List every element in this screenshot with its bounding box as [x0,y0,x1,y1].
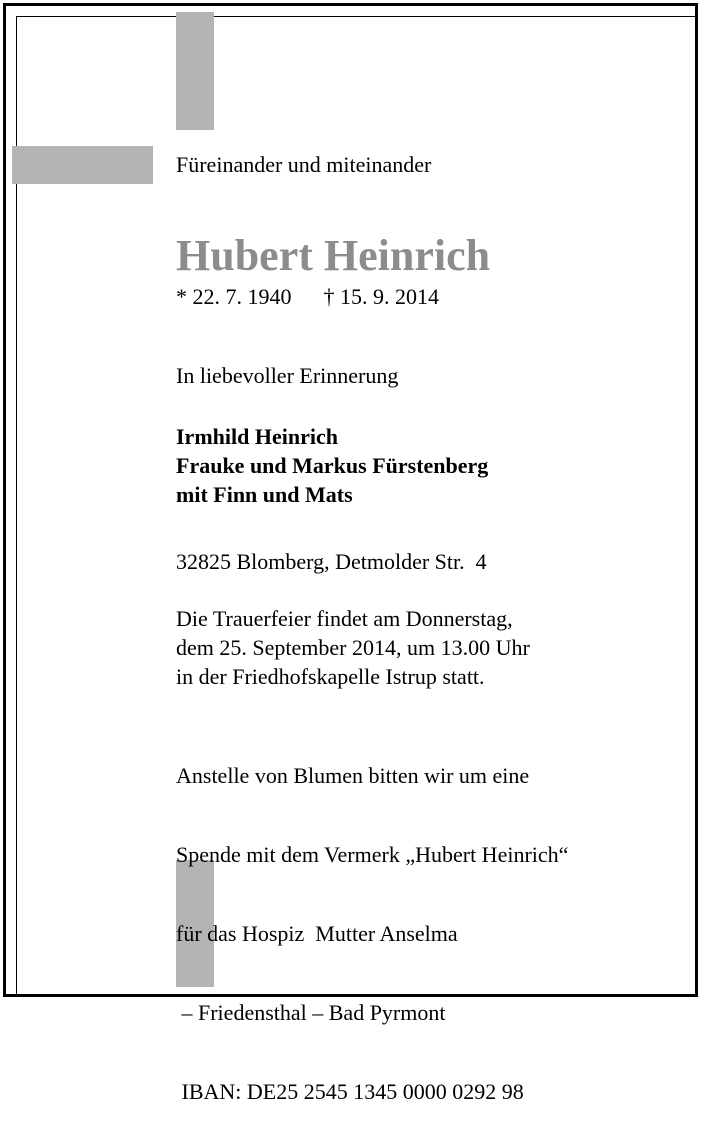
address: 32825 Blomberg, Detmolder Str. 4 [176,549,487,574]
cross-top-bar [176,12,214,130]
donation-notice [176,711,568,1131]
donation-line: Spende mit dem Vermerk „Hubert Heinrich“ [176,842,569,867]
life-dates [176,284,439,309]
family-line: Frauke und Markus Fürstenberg [176,453,489,478]
iban-line: IBAN: DE25 2545 1345 0000 0292 98 [176,1079,524,1104]
memory-line: In liebevoller Erinnerung [176,363,399,388]
deceased-name: Hubert Heinrich [176,231,491,280]
family-names [176,422,488,509]
family-line: mit Finn und Mats [176,482,353,507]
death-date: † 15. 9. 2014 [323,284,439,309]
donation-line: Anstelle von Blumen bitten wir um eine [176,763,530,788]
funeral-notice [176,604,530,691]
cross-left-bar [12,146,153,184]
donation-line: für das Hospiz Mutter Anselma [176,921,458,946]
funeral-line: in der Friedhofskapelle Istrup statt. [176,664,485,689]
birth-date: * 22. 7. 1940 [176,284,292,309]
donation-line: – Friedensthal – Bad Pyrmont [176,1000,446,1025]
funeral-line: Die Trauerfeier findet am Donnerstag, [176,606,513,631]
funeral-line: dem 25. September 2014, um 13.00 Uhr [176,635,530,660]
motto: Füreinander und miteinander [176,152,432,177]
family-line: Irmhild Heinrich [176,424,338,449]
